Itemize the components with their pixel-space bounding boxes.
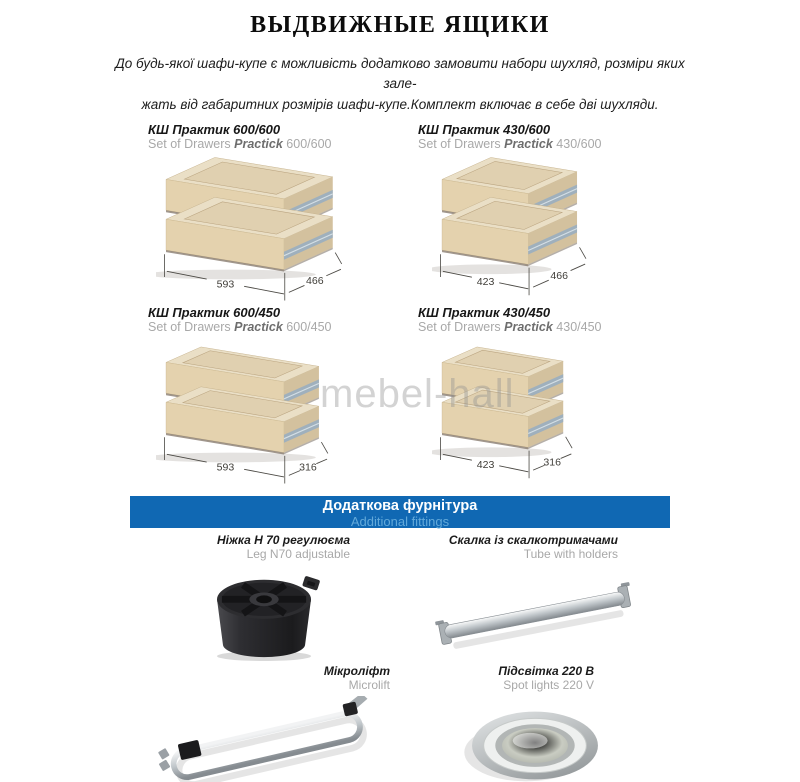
product-size: 430/450	[556, 320, 602, 335]
product-name-en	[148, 320, 400, 335]
width-dimension-label: 593	[216, 278, 235, 291]
product-size: 600/600	[286, 137, 332, 152]
product-names	[400, 122, 670, 152]
product-size: 430/600	[556, 137, 602, 152]
drawer-set-image	[156, 155, 368, 303]
product-name-ua: КШ Практик 430/600	[418, 121, 551, 137]
watermark: mebel-hall	[320, 372, 515, 416]
width-dimension-label: 593	[216, 461, 235, 474]
intro-text	[100, 54, 700, 115]
product-brand: Practick	[234, 320, 283, 335]
drawer-set-image	[432, 155, 644, 303]
product-name-en-prefix: Set of Drawers	[418, 320, 501, 335]
depth-dimension-label: 316	[299, 461, 317, 474]
product-size: 600/450	[286, 320, 332, 335]
fitting-name-en: Tube with holders	[523, 547, 618, 562]
fitting-image-wrap	[400, 692, 670, 782]
depth-dimension-label: 466	[306, 274, 324, 287]
product-name-en	[148, 137, 400, 152]
microlift-icon	[154, 696, 380, 782]
product-brand: Practick	[234, 137, 283, 152]
fitting-name-ua: Скалка із скалкотримачами	[448, 532, 618, 547]
fitting-name-en: Leg N70 adjustable	[246, 547, 350, 562]
fitting-name-en: Spot lights 220 V	[503, 678, 594, 693]
product-brand: Practick	[504, 137, 553, 152]
fittings-header-ua: Додаткова фурнітура	[322, 497, 478, 514]
fittings-header-en: Additional fittings	[350, 513, 450, 529]
product-name-ua: КШ Практик 430/450	[418, 304, 551, 320]
fitting-name-en: Microlift	[348, 678, 390, 693]
product-name-en-prefix: Set of Drawers	[418, 137, 501, 152]
depth-dimension-label: 316	[543, 456, 562, 469]
depth-dimension-label: 466	[550, 269, 568, 282]
fittings-grid	[130, 531, 670, 782]
fittings-banner	[130, 496, 670, 528]
fitting-names	[400, 531, 670, 562]
fitting-microlift	[130, 662, 400, 782]
intro-line-1: До будь-якої шафи-купе є можливість додатково замовити набори шухляд, розміри яких зале-	[115, 56, 685, 92]
product-names	[130, 305, 400, 335]
fitting-leg	[130, 531, 400, 662]
fitting-name-ua: Підсвітка 220 В	[498, 663, 594, 678]
fitting-tube	[400, 531, 670, 662]
product-430-600	[400, 122, 670, 303]
fitting-names	[400, 662, 670, 693]
fitting-names	[130, 662, 400, 693]
product-brand: Practick	[504, 320, 553, 335]
fitting-image-wrap	[130, 562, 400, 662]
product-name-en-prefix: Set of Drawers	[148, 137, 231, 152]
page-title: ВЫДВИЖНЫЕ ЯЩИКИ	[250, 12, 550, 38]
content-column	[130, 122, 670, 782]
fitting-name-ua: Мікроліфт	[323, 663, 390, 678]
width-dimension-label: 423	[476, 458, 495, 471]
fitting-names	[130, 531, 400, 562]
product-names	[400, 305, 670, 335]
product-name-en-prefix: Set of Drawers	[148, 320, 231, 335]
width-dimension-label: 423	[476, 275, 495, 288]
product-name-ua: КШ Практик 600/600	[148, 121, 281, 137]
product-name-en	[418, 320, 670, 335]
fitting-image-wrap	[400, 562, 670, 654]
product-name-ua: КШ Практик 600/450	[148, 304, 281, 320]
product-names	[130, 122, 400, 152]
spot-light-icon	[462, 700, 608, 782]
furniture-leg-icon	[201, 568, 329, 662]
products-grid	[130, 122, 670, 486]
hanging-tube-icon	[434, 576, 636, 654]
product-name-en	[418, 137, 670, 152]
fitting-spotlight	[400, 662, 670, 782]
intro-line-2: жать від габаритних розмірів шафи-купе.Комплект включає в себе дві шухляди.	[141, 96, 659, 112]
fitting-name-ua: Ніжка Н 70 регулюєма	[217, 532, 350, 547]
fitting-image-wrap	[130, 692, 400, 782]
product-600-600	[130, 122, 400, 303]
